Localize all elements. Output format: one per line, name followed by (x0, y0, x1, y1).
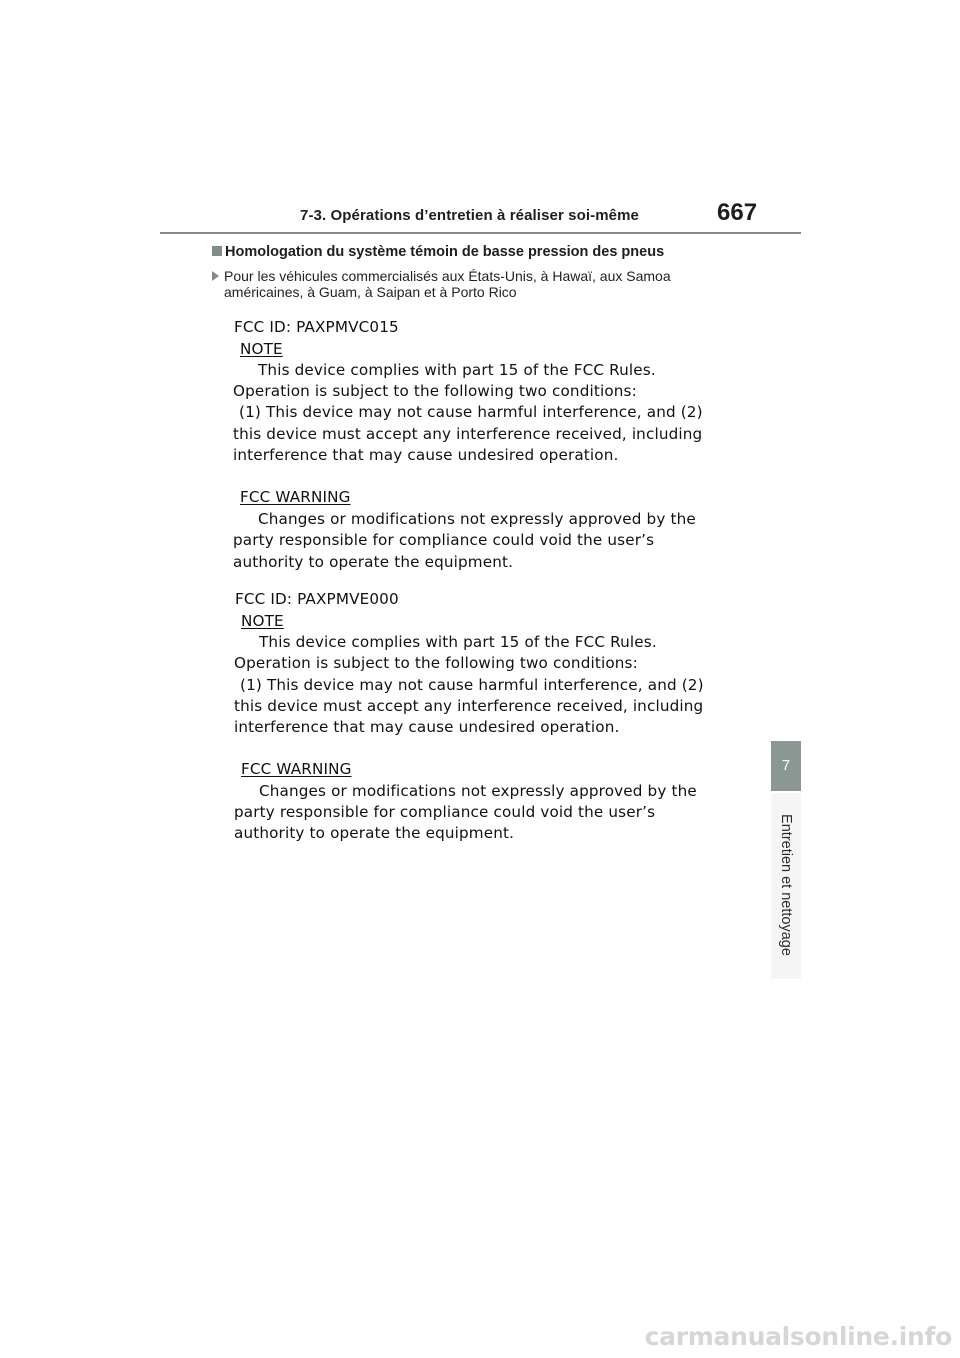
note-line: This device complies with part 15 of the FCC Rules. (258, 361, 656, 379)
note-line: this device must accept any interference received, including (233, 425, 703, 443)
note-heading: NOTE (240, 340, 283, 358)
note-line: (1) This device may not cause harmful interference, and (2) (239, 403, 703, 421)
note-line: Operation is subject to the following two conditions: (234, 654, 638, 672)
chapter-header: 7-3. Opérations d’entretien à réaliser soi-même (300, 207, 639, 224)
note-line: Operation is subject to the following two conditions: (233, 382, 637, 400)
bullet-text-line-1: Pour les véhicules commercialisés aux États-Unis, à Hawaï, aux Samoa (224, 268, 671, 284)
note-line: this device must accept any interference received, including (234, 697, 704, 715)
triangle-bullet-icon (212, 271, 219, 281)
note-line: This device complies with part 15 of the FCC Rules. (259, 633, 657, 651)
section-title-text: Homologation du système témoin de basse pression des pneus (225, 244, 665, 260)
note-heading: NOTE (241, 612, 284, 630)
bullet-paragraph (212, 268, 752, 300)
square-bullet-icon (212, 246, 222, 256)
page-number: 667 (717, 199, 758, 226)
warning-line: party responsible for compliance could void the user’s (234, 803, 656, 821)
note-line: interference that may cause undesired operation. (233, 446, 619, 464)
chapter-tab-number: 7 (781, 757, 791, 774)
header-divider (160, 232, 801, 234)
fcc-id: FCC ID: PAXPMVE000 (235, 590, 399, 608)
note-line: (1) This device may not cause harmful interference, and (2) (240, 676, 704, 694)
warning-heading: FCC WARNING (241, 760, 352, 778)
warning-line: Changes or modifications not expressly approved by the (259, 782, 697, 800)
warning-heading: FCC WARNING (240, 488, 351, 506)
warning-line: party responsible for compliance could void the user’s (233, 531, 655, 549)
warning-line: Changes or modifications not expressly approved by the (258, 510, 696, 528)
section-title (212, 244, 664, 260)
watermark: carmanualsonline.info (644, 1322, 952, 1351)
fcc-id: FCC ID: PAXPMVC015 (234, 318, 399, 336)
chapter-tab-label: Entretien et nettoyage (778, 814, 794, 956)
warning-line: authority to operate the equipment. (234, 824, 515, 842)
warning-line: authority to operate the equipment. (233, 553, 514, 571)
bullet-text-line-2: américaines, à Guam, à Saipan et à Porto Rico (224, 284, 517, 300)
note-line: interference that may cause undesired operation. (234, 718, 620, 736)
